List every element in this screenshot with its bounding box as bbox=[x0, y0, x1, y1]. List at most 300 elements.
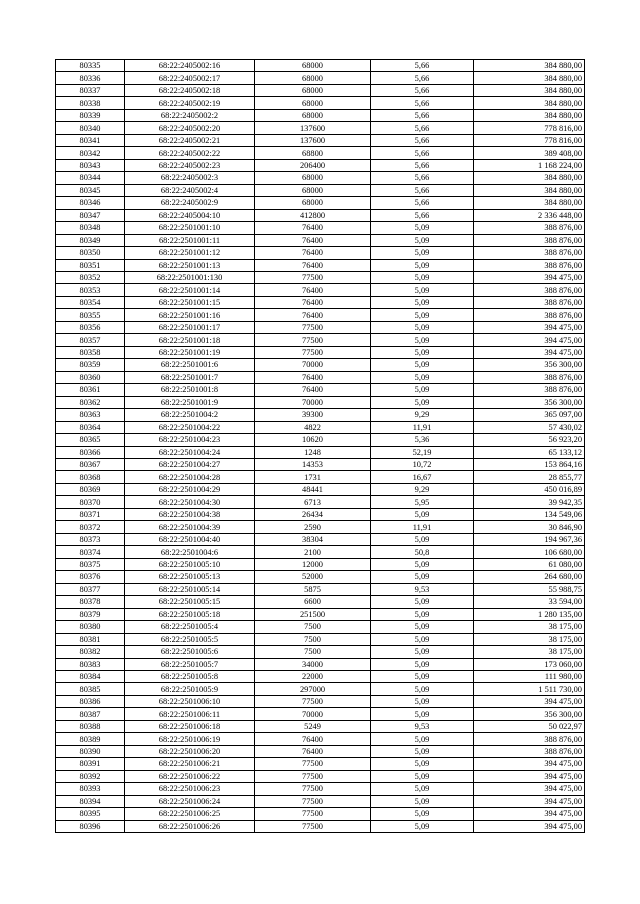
rate-cell: 5,09 bbox=[371, 745, 474, 757]
cadastral-number-cell: 68:22:2405002:20 bbox=[125, 122, 255, 134]
area-cell: 68000 bbox=[255, 172, 371, 184]
cadastral-number-cell: 68:22:2501004:2 bbox=[125, 409, 255, 421]
table-row bbox=[56, 546, 585, 558]
value-cell: 356 300,00 bbox=[474, 396, 585, 408]
area-cell: 77500 bbox=[255, 321, 371, 333]
value-cell: 384 880,00 bbox=[474, 60, 585, 72]
rate-cell: 50,8 bbox=[371, 546, 474, 558]
row-number-cell: 80395 bbox=[56, 808, 125, 820]
table-row bbox=[56, 758, 585, 770]
value-cell: 388 876,00 bbox=[474, 259, 585, 271]
area-cell: 206400 bbox=[255, 159, 371, 171]
value-cell: 394 475,00 bbox=[474, 758, 585, 770]
cadastral-number-cell: 68:22:2501001:12 bbox=[125, 247, 255, 259]
rate-cell: 5,09 bbox=[371, 558, 474, 570]
rate-cell: 5,09 bbox=[371, 508, 474, 520]
row-number-cell: 80350 bbox=[56, 247, 125, 259]
value-cell: 61 080,00 bbox=[474, 558, 585, 570]
value-cell: 365 097,00 bbox=[474, 409, 585, 421]
cadastral-number-cell: 68:22:2405002:4 bbox=[125, 184, 255, 196]
row-number-cell: 80367 bbox=[56, 459, 125, 471]
value-cell: 1 511 730,00 bbox=[474, 683, 585, 695]
rate-cell: 5,09 bbox=[371, 633, 474, 645]
row-number-cell: 80382 bbox=[56, 646, 125, 658]
rate-cell: 5,66 bbox=[371, 197, 474, 209]
rate-cell: 10,72 bbox=[371, 459, 474, 471]
row-number-cell: 80365 bbox=[56, 434, 125, 446]
value-cell: 38 175,00 bbox=[474, 633, 585, 645]
value-cell: 388 876,00 bbox=[474, 309, 585, 321]
value-cell: 38 175,00 bbox=[474, 621, 585, 633]
cadastral-number-cell: 68:22:2501006:22 bbox=[125, 770, 255, 782]
cadastral-number-cell: 68:22:2501005:6 bbox=[125, 646, 255, 658]
row-number-cell: 80349 bbox=[56, 234, 125, 246]
table-row bbox=[56, 621, 585, 633]
area-cell: 70000 bbox=[255, 359, 371, 371]
table-row bbox=[56, 508, 585, 520]
cadastral-number-cell: 68:22:2501005:15 bbox=[125, 596, 255, 608]
row-number-cell: 80381 bbox=[56, 633, 125, 645]
row-number-cell: 80384 bbox=[56, 670, 125, 682]
row-number-cell: 80335 bbox=[56, 60, 125, 72]
rate-cell: 5,09 bbox=[371, 708, 474, 720]
row-number-cell: 80361 bbox=[56, 384, 125, 396]
table-row bbox=[56, 783, 585, 795]
cadastral-number-cell: 68:22:2501001:17 bbox=[125, 321, 255, 333]
rate-cell: 5,09 bbox=[371, 683, 474, 695]
value-cell: 2 336 448,00 bbox=[474, 209, 585, 221]
area-cell: 1731 bbox=[255, 471, 371, 483]
area-cell: 7500 bbox=[255, 633, 371, 645]
area-cell: 76400 bbox=[255, 296, 371, 308]
cadastral-number-cell: 68:22:2501001:10 bbox=[125, 222, 255, 234]
value-cell: 394 475,00 bbox=[474, 321, 585, 333]
table-row bbox=[56, 695, 585, 707]
cadastral-number-cell: 68:22:2501005:9 bbox=[125, 683, 255, 695]
value-cell: 384 880,00 bbox=[474, 184, 585, 196]
cadastral-number-cell: 68:22:2501001:19 bbox=[125, 346, 255, 358]
cadastral-number-cell: 68:22:2501001:6 bbox=[125, 359, 255, 371]
row-number-cell: 80386 bbox=[56, 695, 125, 707]
value-cell: 450 016,89 bbox=[474, 483, 585, 495]
row-number-cell: 80336 bbox=[56, 72, 125, 84]
table-row bbox=[56, 371, 585, 383]
rate-cell: 5,95 bbox=[371, 496, 474, 508]
cadastral-number-cell: 68:22:2405002:2 bbox=[125, 109, 255, 121]
table-row bbox=[56, 533, 585, 545]
area-cell: 76400 bbox=[255, 309, 371, 321]
rate-cell: 5,09 bbox=[371, 296, 474, 308]
value-cell: 389 408,00 bbox=[474, 147, 585, 159]
rate-cell: 9,53 bbox=[371, 583, 474, 595]
area-cell: 76400 bbox=[255, 284, 371, 296]
area-cell: 1248 bbox=[255, 446, 371, 458]
row-number-cell: 80344 bbox=[56, 172, 125, 184]
value-cell: 56 923,20 bbox=[474, 434, 585, 446]
area-cell: 7500 bbox=[255, 621, 371, 633]
value-cell: 394 475,00 bbox=[474, 795, 585, 807]
area-cell: 251500 bbox=[255, 608, 371, 620]
row-number-cell: 80363 bbox=[56, 409, 125, 421]
rate-cell: 5,66 bbox=[371, 159, 474, 171]
row-number-cell: 80371 bbox=[56, 508, 125, 520]
cadastral-number-cell: 68:22:2501004:22 bbox=[125, 421, 255, 433]
rate-cell: 5,66 bbox=[371, 97, 474, 109]
rate-cell: 9,29 bbox=[371, 409, 474, 421]
table-row bbox=[56, 396, 585, 408]
area-cell: 6600 bbox=[255, 596, 371, 608]
rate-cell: 5,09 bbox=[371, 808, 474, 820]
value-cell: 384 880,00 bbox=[474, 72, 585, 84]
table-row bbox=[56, 483, 585, 495]
table-row bbox=[56, 683, 585, 695]
cadastral-number-cell: 68:22:2405002:18 bbox=[125, 84, 255, 96]
cadastral-number-cell: 68:22:2501005:5 bbox=[125, 633, 255, 645]
table-row bbox=[56, 558, 585, 570]
row-number-cell: 80388 bbox=[56, 720, 125, 732]
row-number-cell: 80345 bbox=[56, 184, 125, 196]
row-number-cell: 80394 bbox=[56, 795, 125, 807]
row-number-cell: 80364 bbox=[56, 421, 125, 433]
value-cell: 264 680,00 bbox=[474, 571, 585, 583]
value-cell: 57 430,02 bbox=[474, 421, 585, 433]
cadastral-number-cell: 68:22:2501006:20 bbox=[125, 745, 255, 757]
area-cell: 68000 bbox=[255, 97, 371, 109]
table-row bbox=[56, 521, 585, 533]
cadastral-number-cell: 68:22:2501006:10 bbox=[125, 695, 255, 707]
cadastral-number-cell: 68:22:2501001:7 bbox=[125, 371, 255, 383]
value-cell: 28 855,77 bbox=[474, 471, 585, 483]
row-number-cell: 80390 bbox=[56, 745, 125, 757]
row-number-cell: 80368 bbox=[56, 471, 125, 483]
row-number-cell: 80340 bbox=[56, 122, 125, 134]
row-number-cell: 80356 bbox=[56, 321, 125, 333]
rate-cell: 5,09 bbox=[371, 259, 474, 271]
table-row bbox=[56, 496, 585, 508]
cadastral-number-cell: 68:22:2501004:6 bbox=[125, 546, 255, 558]
cadastral-number-cell: 68:22:2501005:4 bbox=[125, 621, 255, 633]
row-number-cell: 80341 bbox=[56, 134, 125, 146]
rate-cell: 5,09 bbox=[371, 533, 474, 545]
cadastral-number-cell: 68:22:2501006:18 bbox=[125, 720, 255, 732]
cadastral-number-cell: 68:22:2405002:22 bbox=[125, 147, 255, 159]
table-row bbox=[56, 658, 585, 670]
table-row bbox=[56, 134, 585, 146]
rate-cell: 5,66 bbox=[371, 72, 474, 84]
rate-cell: 5,09 bbox=[371, 695, 474, 707]
row-number-cell: 80373 bbox=[56, 533, 125, 545]
cadastral-number-cell: 68:22:2501005:8 bbox=[125, 670, 255, 682]
cadastral-number-cell: 68:22:2501004:24 bbox=[125, 446, 255, 458]
table-row bbox=[56, 247, 585, 259]
rate-cell: 11,91 bbox=[371, 421, 474, 433]
rate-cell: 5,09 bbox=[371, 309, 474, 321]
rate-cell: 5,09 bbox=[371, 371, 474, 383]
row-number-cell: 80375 bbox=[56, 558, 125, 570]
rate-cell: 5,09 bbox=[371, 271, 474, 283]
table-row bbox=[56, 808, 585, 820]
cadastral-number-cell: 68:22:2501006:21 bbox=[125, 758, 255, 770]
table-row bbox=[56, 334, 585, 346]
table-row bbox=[56, 172, 585, 184]
cadastral-number-cell: 68:22:2501004:29 bbox=[125, 483, 255, 495]
value-cell: 33 594,00 bbox=[474, 596, 585, 608]
table-row bbox=[56, 421, 585, 433]
area-cell: 76400 bbox=[255, 733, 371, 745]
value-cell: 55 988,75 bbox=[474, 583, 585, 595]
value-cell: 388 876,00 bbox=[474, 234, 585, 246]
rate-cell: 5,09 bbox=[371, 571, 474, 583]
cadastral-number-cell: 68:22:2501005:14 bbox=[125, 583, 255, 595]
row-number-cell: 80380 bbox=[56, 621, 125, 633]
rate-cell: 5,66 bbox=[371, 122, 474, 134]
area-cell: 5875 bbox=[255, 583, 371, 595]
rate-cell: 5,09 bbox=[371, 733, 474, 745]
value-cell: 384 880,00 bbox=[474, 172, 585, 184]
cadastral-number-cell: 68:22:2501004:28 bbox=[125, 471, 255, 483]
cadastral-number-cell: 68:22:2501005:10 bbox=[125, 558, 255, 570]
cadastral-number-cell: 68:22:2405002:17 bbox=[125, 72, 255, 84]
cadastral-number-cell: 68:22:2501004:38 bbox=[125, 508, 255, 520]
area-cell: 34000 bbox=[255, 658, 371, 670]
rate-cell: 5,66 bbox=[371, 184, 474, 196]
table-row bbox=[56, 795, 585, 807]
row-number-cell: 80360 bbox=[56, 371, 125, 383]
area-cell: 76400 bbox=[255, 745, 371, 757]
area-cell: 137600 bbox=[255, 122, 371, 134]
cadastral-number-cell: 68:22:2405002:21 bbox=[125, 134, 255, 146]
cadastral-number-cell: 68:22:2405002:19 bbox=[125, 97, 255, 109]
cadastral-number-cell: 68:22:2501001:9 bbox=[125, 396, 255, 408]
table-row bbox=[56, 446, 585, 458]
area-cell: 14353 bbox=[255, 459, 371, 471]
row-number-cell: 80346 bbox=[56, 197, 125, 209]
row-number-cell: 80339 bbox=[56, 109, 125, 121]
row-number-cell: 80370 bbox=[56, 496, 125, 508]
table-row bbox=[56, 670, 585, 682]
area-cell: 297000 bbox=[255, 683, 371, 695]
value-cell: 388 876,00 bbox=[474, 384, 585, 396]
table-body bbox=[56, 60, 585, 833]
value-cell: 394 475,00 bbox=[474, 820, 585, 832]
area-cell: 70000 bbox=[255, 708, 371, 720]
rate-cell: 5,09 bbox=[371, 346, 474, 358]
table-row bbox=[56, 459, 585, 471]
table-row bbox=[56, 122, 585, 134]
area-cell: 76400 bbox=[255, 371, 371, 383]
value-cell: 388 876,00 bbox=[474, 745, 585, 757]
rate-cell: 5,09 bbox=[371, 658, 474, 670]
cadastral-number-cell: 68:22:2405004:10 bbox=[125, 209, 255, 221]
value-cell: 38 175,00 bbox=[474, 646, 585, 658]
table-row bbox=[56, 384, 585, 396]
row-number-cell: 80389 bbox=[56, 733, 125, 745]
value-cell: 384 880,00 bbox=[474, 109, 585, 121]
area-cell: 7500 bbox=[255, 646, 371, 658]
area-cell: 39300 bbox=[255, 409, 371, 421]
value-cell: 134 549,06 bbox=[474, 508, 585, 520]
table-row bbox=[56, 471, 585, 483]
area-cell: 77500 bbox=[255, 820, 371, 832]
row-number-cell: 80377 bbox=[56, 583, 125, 595]
table-row bbox=[56, 359, 585, 371]
rate-cell: 5,09 bbox=[371, 396, 474, 408]
value-cell: 194 967,36 bbox=[474, 533, 585, 545]
table-row bbox=[56, 646, 585, 658]
value-cell: 384 880,00 bbox=[474, 97, 585, 109]
area-cell: 76400 bbox=[255, 247, 371, 259]
table-row bbox=[56, 259, 585, 271]
rate-cell: 5,09 bbox=[371, 795, 474, 807]
table-row bbox=[56, 583, 585, 595]
rate-cell: 5,66 bbox=[371, 109, 474, 121]
area-cell: 76400 bbox=[255, 384, 371, 396]
rate-cell: 5,09 bbox=[371, 820, 474, 832]
rate-cell: 5,09 bbox=[371, 596, 474, 608]
cadastral-number-cell: 68:22:2501004:30 bbox=[125, 496, 255, 508]
area-cell: 68000 bbox=[255, 72, 371, 84]
row-number-cell: 80383 bbox=[56, 658, 125, 670]
table-row bbox=[56, 745, 585, 757]
area-cell: 76400 bbox=[255, 222, 371, 234]
rate-cell: 9,53 bbox=[371, 720, 474, 732]
row-number-cell: 80387 bbox=[56, 708, 125, 720]
table-row bbox=[56, 184, 585, 196]
value-cell: 356 300,00 bbox=[474, 359, 585, 371]
rate-cell: 5,09 bbox=[371, 670, 474, 682]
value-cell: 50 022,97 bbox=[474, 720, 585, 732]
row-number-cell: 80352 bbox=[56, 271, 125, 283]
rate-cell: 5,66 bbox=[371, 134, 474, 146]
area-cell: 77500 bbox=[255, 758, 371, 770]
value-cell: 106 680,00 bbox=[474, 546, 585, 558]
value-cell: 388 876,00 bbox=[474, 222, 585, 234]
table-row bbox=[56, 571, 585, 583]
row-number-cell: 80385 bbox=[56, 683, 125, 695]
table-row bbox=[56, 434, 585, 446]
cadastral-number-cell: 68:22:2501005:13 bbox=[125, 571, 255, 583]
area-cell: 6713 bbox=[255, 496, 371, 508]
table-row bbox=[56, 633, 585, 645]
table-row bbox=[56, 147, 585, 159]
area-cell: 70000 bbox=[255, 396, 371, 408]
area-cell: 76400 bbox=[255, 234, 371, 246]
table-row bbox=[56, 197, 585, 209]
row-number-cell: 80348 bbox=[56, 222, 125, 234]
cadastral-number-cell: 68:22:2501006:24 bbox=[125, 795, 255, 807]
area-cell: 26434 bbox=[255, 508, 371, 520]
table-row bbox=[56, 770, 585, 782]
table-row bbox=[56, 209, 585, 221]
rate-cell: 5,09 bbox=[371, 284, 474, 296]
rate-cell: 5,09 bbox=[371, 758, 474, 770]
value-cell: 388 876,00 bbox=[474, 296, 585, 308]
area-cell: 77500 bbox=[255, 795, 371, 807]
cadastral-value-table bbox=[55, 59, 585, 833]
area-cell: 77500 bbox=[255, 271, 371, 283]
cadastral-number-cell: 68:22:2501005:18 bbox=[125, 608, 255, 620]
row-number-cell: 80337 bbox=[56, 84, 125, 96]
area-cell: 4822 bbox=[255, 421, 371, 433]
cadastral-number-cell: 68:22:2501004:40 bbox=[125, 533, 255, 545]
table-row bbox=[56, 97, 585, 109]
row-number-cell: 80362 bbox=[56, 396, 125, 408]
value-cell: 778 816,00 bbox=[474, 134, 585, 146]
cadastral-number-cell: 68:22:2501004:39 bbox=[125, 521, 255, 533]
cadastral-number-cell: 68:22:2501004:27 bbox=[125, 459, 255, 471]
row-number-cell: 80343 bbox=[56, 159, 125, 171]
cadastral-number-cell: 68:22:2405002:9 bbox=[125, 197, 255, 209]
rate-cell: 5,36 bbox=[371, 434, 474, 446]
cadastral-number-cell: 68:22:2501001:8 bbox=[125, 384, 255, 396]
cadastral-number-cell: 68:22:2501006:23 bbox=[125, 783, 255, 795]
value-cell: 394 475,00 bbox=[474, 346, 585, 358]
area-cell: 68000 bbox=[255, 197, 371, 209]
area-cell: 137600 bbox=[255, 134, 371, 146]
value-cell: 778 816,00 bbox=[474, 122, 585, 134]
value-cell: 388 876,00 bbox=[474, 284, 585, 296]
table-row bbox=[56, 720, 585, 732]
row-number-cell: 80366 bbox=[56, 446, 125, 458]
cadastral-number-cell: 68:22:2501005:7 bbox=[125, 658, 255, 670]
table-row bbox=[56, 159, 585, 171]
rate-cell: 5,66 bbox=[371, 172, 474, 184]
rate-cell: 5,66 bbox=[371, 209, 474, 221]
rate-cell: 5,66 bbox=[371, 60, 474, 72]
table-row bbox=[56, 284, 585, 296]
cadastral-number-cell: 68:22:2501004:23 bbox=[125, 434, 255, 446]
row-number-cell: 80338 bbox=[56, 97, 125, 109]
row-number-cell: 80355 bbox=[56, 309, 125, 321]
value-cell: 394 475,00 bbox=[474, 271, 585, 283]
value-cell: 394 475,00 bbox=[474, 808, 585, 820]
area-cell: 10620 bbox=[255, 434, 371, 446]
cadastral-number-cell: 68:22:2501006:19 bbox=[125, 733, 255, 745]
rate-cell: 5,09 bbox=[371, 621, 474, 633]
table-row bbox=[56, 271, 585, 283]
area-cell: 12000 bbox=[255, 558, 371, 570]
value-cell: 1 280 135,00 bbox=[474, 608, 585, 620]
table-row bbox=[56, 321, 585, 333]
area-cell: 412800 bbox=[255, 209, 371, 221]
cadastral-number-cell: 68:22:2501001:13 bbox=[125, 259, 255, 271]
area-cell: 52000 bbox=[255, 571, 371, 583]
value-cell: 388 876,00 bbox=[474, 371, 585, 383]
area-cell: 38304 bbox=[255, 533, 371, 545]
area-cell: 76400 bbox=[255, 259, 371, 271]
table-row bbox=[56, 60, 585, 72]
cadastral-number-cell: 68:22:2405002:3 bbox=[125, 172, 255, 184]
area-cell: 77500 bbox=[255, 346, 371, 358]
row-number-cell: 80353 bbox=[56, 284, 125, 296]
table-row bbox=[56, 708, 585, 720]
area-cell: 68000 bbox=[255, 184, 371, 196]
row-number-cell: 80359 bbox=[56, 359, 125, 371]
row-number-cell: 80357 bbox=[56, 334, 125, 346]
area-cell: 68000 bbox=[255, 109, 371, 121]
table-row bbox=[56, 346, 585, 358]
table-row bbox=[56, 820, 585, 832]
table-row bbox=[56, 222, 585, 234]
area-cell: 68000 bbox=[255, 60, 371, 72]
cadastral-number-cell: 68:22:2501001:15 bbox=[125, 296, 255, 308]
rate-cell: 5,09 bbox=[371, 608, 474, 620]
value-cell: 111 980,00 bbox=[474, 670, 585, 682]
rate-cell: 52,19 bbox=[371, 446, 474, 458]
area-cell: 22000 bbox=[255, 670, 371, 682]
row-number-cell: 80379 bbox=[56, 608, 125, 620]
value-cell: 65 133,12 bbox=[474, 446, 585, 458]
